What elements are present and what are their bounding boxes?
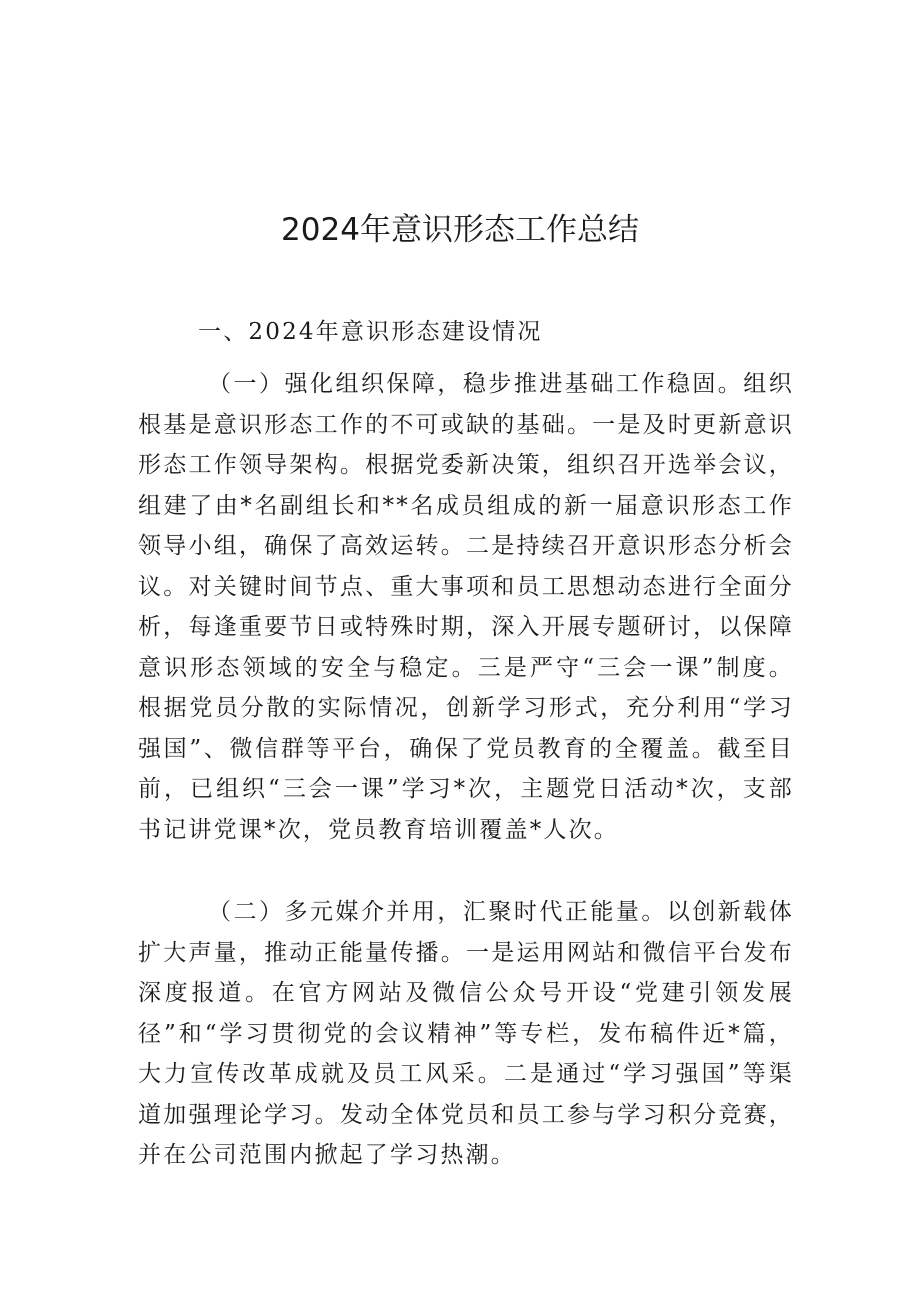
section-heading: 一、2024年意识形态建设情况 bbox=[198, 319, 543, 345]
paragraph-organization-guarantee: （一）强化组织保障，稳步推进基础工作稳固。组织根基是意识形态工作的不可或缺的基础。一是及时更新意识形态工作领导架构。根据党委新决策，组织召开选举会议，组建了由*名副组长和**名成员组成的新一届意识形态工作领导小组，确保了高效运转。二是持续召开意识形态分析会议。对关键时间节点、重大事项和员工思想动态进行全面分析，每逢重要节日或特殊时期，深入开展专题研讨，以保障意识形态领域的安全与稳定。三是严守“三会一课”制度。根据党员分散的实际情况，创新学习形式，充分利用“学习强国”、微信群等平台，确保了党员教育的全覆盖。截至目前，已组织“三会一课”学习*次，主题党日活动*次，支部书记讲党课*次，党员教育培训覆盖*人次。 bbox=[138, 371, 794, 843]
document-title: 2024年意识形态工作总结 bbox=[281, 212, 639, 248]
paragraph-multimedia-promotion: （二）多元媒介并用，汇聚时代正能量。以创新载体扩大声量，推动正能量传播。一是运用网站和微信平台发布深度报道。在官方网站及微信公众号开设“党建引领发展径”和“学习贯彻党的会议精神”等专栏，发布稿件近*篇，大力宣传改革成就及员工风采。二是通过“学习强国”等渠道加强理论学习。发动全体党员和员工参与学习积分竞赛，并在公司范围内掀起了学习热潮。 bbox=[138, 899, 794, 1168]
